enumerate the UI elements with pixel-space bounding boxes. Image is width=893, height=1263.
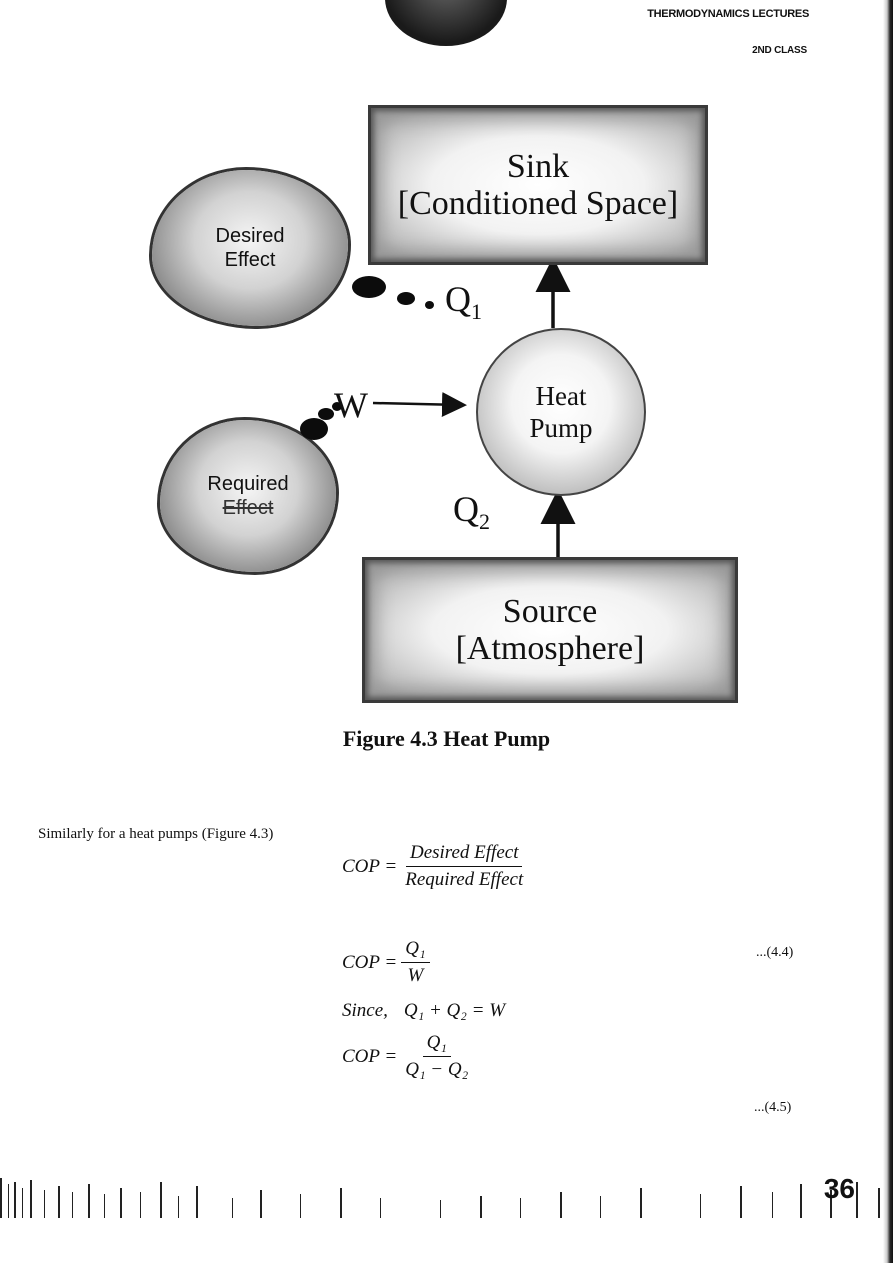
eq2-numerator: Q₁: [401, 938, 429, 963]
figure-caption: Figure 4.3 Heat Pump: [342, 726, 551, 751]
q2-label: [453, 488, 490, 535]
eq1-fraction: [401, 842, 527, 891]
equation-number-4-4: ...(4.4): [756, 945, 794, 960]
source-subtitle: [Atmosphere]: [455, 630, 645, 667]
header-title: THERMODYNAMICS LECTURES: [647, 8, 809, 20]
desired-effect-cloud: [152, 170, 348, 326]
thought-bubble: [352, 276, 386, 298]
q1-base: Q: [445, 279, 471, 319]
q1-sub: 1: [471, 299, 482, 325]
thought-bubble: [300, 418, 328, 440]
thought-bubble: [397, 292, 415, 305]
desired-line1: Desired: [215, 225, 285, 247]
eq2-fraction: [401, 938, 429, 987]
eq3-prefix: Since,: [342, 1000, 388, 1021]
required-effect-cloud: [160, 420, 336, 572]
sink-title: Sink: [506, 147, 570, 185]
required-line1: Required: [207, 473, 289, 495]
header-class-label: 2ND CLASS: [752, 45, 807, 56]
equation-cop-q1-q2: [342, 1032, 472, 1081]
thought-bubble: [425, 301, 434, 309]
scan-noise-strip: [0, 1178, 893, 1218]
eq4-lhs: COP =: [342, 1045, 398, 1067]
desired-line2: Effect: [224, 249, 276, 271]
equation-number-4-5: ...(4.5): [754, 1100, 792, 1115]
intro-text: Similarly for a heat pumps (Figure 4.3): [38, 826, 274, 842]
q1-label: [445, 278, 482, 325]
equation-since: [342, 1000, 505, 1022]
thought-bubble: [318, 408, 334, 420]
work-label: W: [334, 385, 368, 425]
pump-label-line1: Heat: [535, 380, 587, 411]
eq1-denominator: Required Effect: [405, 869, 524, 890]
source-box: [362, 557, 738, 703]
eq2-lhs: COP =: [342, 951, 398, 973]
q2-sub: 2: [479, 509, 490, 535]
eq3-body: Q₁ + Q₂ = W: [403, 1000, 506, 1021]
eq4-denominator: Q₁ − Q₂: [405, 1059, 469, 1080]
eq2-denominator: W: [407, 965, 424, 986]
eq4-fraction: [401, 1032, 472, 1081]
q2-base: Q: [453, 489, 479, 529]
sink-box: [368, 105, 708, 265]
page-number: 36: [823, 1173, 855, 1204]
required-line2: Effect: [222, 497, 274, 519]
sink-subtitle: [Conditioned Space]: [397, 185, 679, 222]
eq1-lhs: COP =: [342, 855, 398, 877]
equation-cop-q1-w: [342, 938, 430, 987]
heat-pump-circle: [476, 328, 646, 496]
eq4-numerator: Q₁: [423, 1032, 451, 1057]
arrow-work-to-pump: [373, 403, 462, 405]
equation-cop-effect: [342, 842, 527, 891]
pump-label-line2: Pump: [529, 413, 593, 443]
source-title: Source: [502, 592, 598, 630]
eq1-numerator: Desired Effect: [406, 842, 523, 867]
